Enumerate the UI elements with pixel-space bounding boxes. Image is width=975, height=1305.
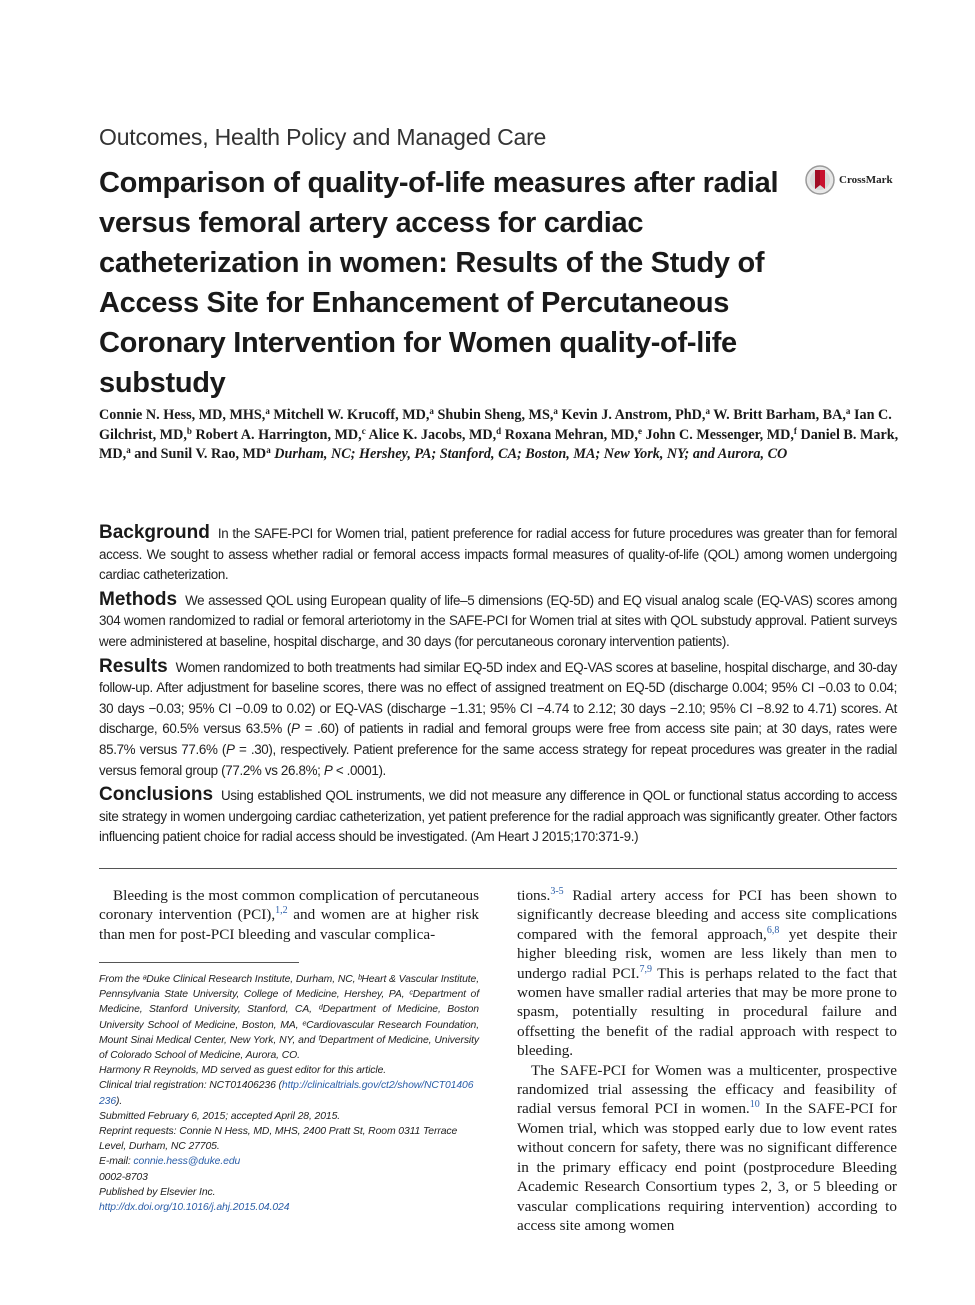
author-locations: Durham, NC; Hershey, PA; Stanford, CA; Boston, MA; New York, NY; and Aurora, CO — [274, 446, 788, 462]
author: Shubin Sheng, MS, — [437, 407, 554, 423]
crossmark-badge[interactable] — [805, 164, 893, 196]
author-list — [99, 406, 899, 465]
author: Robert A. Harrington, MD, — [195, 426, 362, 443]
body-text: Radial artery access for PCI has been shown to significantly decrease bleeding and access site complications compared with the femoral approach, — [517, 887, 897, 943]
body-paragraph — [99, 886, 479, 944]
author: Roxana Mehran, MD, — [504, 426, 638, 443]
author: John C. Messenger, MD, — [645, 426, 794, 443]
author-affiliation: c — [361, 425, 366, 436]
author: Daniel B. Mark, MD, — [99, 426, 899, 462]
footnote-submitted: Submitted February 6, 2015; accepted April 28, 2015. — [99, 1110, 341, 1122]
abstract-results — [99, 657, 897, 782]
section-label: Outcomes, Health Policy and Managed Care — [99, 124, 547, 150]
body-text: and women are at higher risk than men for post-PCI bleeding and vascular complica- — [99, 906, 479, 943]
abstract — [99, 523, 897, 852]
author: W. Britt Barham, BA, — [713, 407, 846, 423]
p-value-label: P — [226, 741, 235, 757]
trial-end: ). — [116, 1095, 123, 1107]
abstract-divider — [99, 868, 897, 869]
author-affiliation: f — [793, 425, 797, 436]
email-link[interactable]: connie.hess@duke.edu — [133, 1156, 241, 1168]
footnote-issn: 0002-8703 — [99, 1171, 148, 1183]
author-affiliation: a — [705, 406, 710, 416]
author: Mitchell W. Krucoff, MD, — [273, 407, 430, 423]
body-paragraph — [517, 1061, 897, 1236]
citation-link[interactable]: 6,8 — [766, 924, 780, 936]
results-text: < .0001). — [332, 762, 386, 778]
body-column-left — [99, 886, 479, 944]
citation-link[interactable]: 1,2 — [275, 905, 288, 917]
body-text: Bleeding is the most common complication of percutaneous coronary intervention (PCI), — [99, 887, 479, 924]
abstract-methods — [99, 590, 897, 653]
footnote-guest-editor: Harmony R Reynolds, MD served as guest editor for this article. — [99, 1065, 387, 1077]
author-affiliation: a — [126, 445, 131, 455]
author-affiliation: a — [266, 445, 271, 455]
author: Ian C. Gilchrist, MD, — [99, 407, 892, 443]
body-text: This is perhaps related to the fact that women have smaller radial arteries that may be more prone to spasm, potentially resulting in procedural failure and offsetting the benefit of the radial approach with respect to bleeding. — [517, 964, 897, 1060]
citation-link[interactable]: 7,9 — [639, 963, 652, 975]
citation-link[interactable]: 3-5 — [550, 886, 564, 897]
article-title: Comparison of quality-of-life measures after radial versus femoral artery access for cardiac catheterization in women: Results of the Study of Access Site for Enhancement of Percutaneous Coronary Intervention for Women quality-of-life substudy — [99, 167, 779, 399]
author: Kevin J. Anstrom, PhD, — [561, 407, 706, 423]
author: Connie N. Hess, MD, MHS, — [99, 407, 266, 423]
author-affiliation: e — [637, 425, 642, 436]
author-affiliation: a — [553, 406, 558, 416]
results-text: = .60) of patients in radial and femoral groups were free from access site pain; at 30 days, rates were 85.7% versus 77.6% ( — [99, 721, 897, 757]
conclusions-heading: Conclusions — [99, 784, 214, 806]
email-label: E-mail: — [99, 1156, 134, 1168]
author: and Sunil V. Rao, MD — [134, 446, 267, 462]
results-text: = .30), respectively. Patient preference for the same access strategy for repeat procedures was greater in the radial versus femoral group (77.2% vs 26.8%; — [99, 741, 897, 778]
results-text: Women randomized to both treatments had similar EQ-5D index and EQ-VAS scores at baseline, hospital discharge, and 30-day follow-up. After adjustment for baseline scores, there was no effect of assigned treatment on EQ-5D (discharge 0.004; 95% CI −0.03 to 0.04; 30 days −0.03; 95% CI −0.09 to 0.02) or EQ-VAS (discharge −1.31; 95% CI −4.74 to 2.12; 30 days −2.10; 95% CI −8.92 to 4.71) scores. At discharge, 60.5% versus 63.5% ( — [99, 659, 897, 737]
body-text: yet despite their higher bleeding risk, women are less likely than men to undergo radial PCI. — [517, 925, 897, 982]
footnote-trial-registration — [99, 1078, 479, 1108]
footnote-affiliations: From the ᵃDuke Clinical Research Institute, Durham, NC, ᵇHeart & Vascular Institute, Pennsylvania State University, College of Medicine, Hershey, PA, ᶜDepartment of Medicine, Stanford University, Stanford, CA, ᵈDepartment of Medicine, Boston University School of Medicine, Boston, MA, ᵉCardiovascular Research Foundation, Mount Sinai Medical Center, New York, NY, and ᶠDepartment of Medicine, University of Colorado School of Medicine, Aurora, CO. — [99, 974, 479, 1062]
body-text: The SAFE-PCI for Women was a multicenter, prospective randomized trial assessing the efficacy and feasibility of radial versus femoral PCI in women. — [517, 1061, 897, 1118]
background-text: In the SAFE-PCI for Women trial, patient preference for radial access for future procedures was greater than for femoral access. We sought to assess whether radial or femoral access impacts formal measures of quality-of-life (QOL) among women undergoing cardiac catheterization. — [99, 526, 897, 583]
background-heading: Background — [99, 522, 210, 543]
abstract-background — [99, 523, 897, 586]
author-affiliation: d — [496, 425, 502, 436]
results-heading: Results — [99, 655, 168, 677]
citation-link[interactable]: 10 — [749, 1099, 760, 1111]
body-text: In the SAFE-PCI for Women trial, which was stopped early due to low event rates without concern for safety, there was no significant difference in the primary efficacy end point (postprocedure Bleeding Academic Research Consortium types 2, 3, or 5 bleeding or vascular complications requiring intervention) according to access site among women — [517, 1100, 897, 1234]
author: Alice K. Jacobs, MD, — [368, 426, 497, 443]
p-value-label: P — [323, 762, 333, 778]
footnotes — [99, 972, 479, 1215]
crossmark-icon — [805, 164, 835, 196]
footnote-email — [99, 1154, 479, 1169]
p-value-label: P — [291, 721, 300, 737]
trial-label: Clinical trial registration: NCT01406236 ( — [99, 1080, 282, 1092]
methods-heading: Methods — [99, 588, 178, 610]
crossmark-label: CrossMark — [839, 174, 893, 186]
author-affiliation: a — [429, 406, 434, 416]
author-affiliation: a — [265, 406, 270, 416]
footnote-reprint: Reprint requests: Connie N Hess, MD, MHS, 2400 Pratt St, Room 0311 Terrace Level, Durham, NC 27705. — [99, 1126, 458, 1153]
conclusions-text: Using established QOL instruments, we did not measure any difference in QOL or functional status according to access site strategy in women undergoing cardiac catheterization, yet patient preference for the radial approach was significantly greater. Other factors influencing patient choice for radial access should be investigated. (Am Heart J 2015;170:371-9.) — [99, 788, 897, 845]
body-text: tions. — [517, 887, 551, 904]
footnote-divider — [99, 962, 299, 963]
methods-text: We assessed QOL using European quality of life–5 dimensions (EQ-5D) and EQ visual analog scale (EQ-VAS) scores among 304 women randomized to radial or femoral arteriotomy in the SAFE-PCI for Women trial at sites with QOL substudy approval. Patient surveys were administered at baseline, hospital discharge, and 30 days (for percutaneous coronary intervention patients). — [99, 592, 897, 649]
doi-link[interactable]: http://dx.doi.org/10.1016/j.ahj.2015.04.024 — [99, 1202, 290, 1214]
footnote-publisher: Published by Elsevier Inc. — [99, 1186, 216, 1198]
author-affiliation: b — [186, 425, 192, 436]
body-paragraph — [517, 886, 897, 1061]
trial-link[interactable]: http://clinicaltrials.gov/ct2/show/NCT01406236 — [99, 1080, 474, 1107]
body-column-right — [517, 886, 897, 1235]
abstract-conclusions — [99, 785, 897, 848]
author-affiliation: a — [845, 406, 851, 416]
